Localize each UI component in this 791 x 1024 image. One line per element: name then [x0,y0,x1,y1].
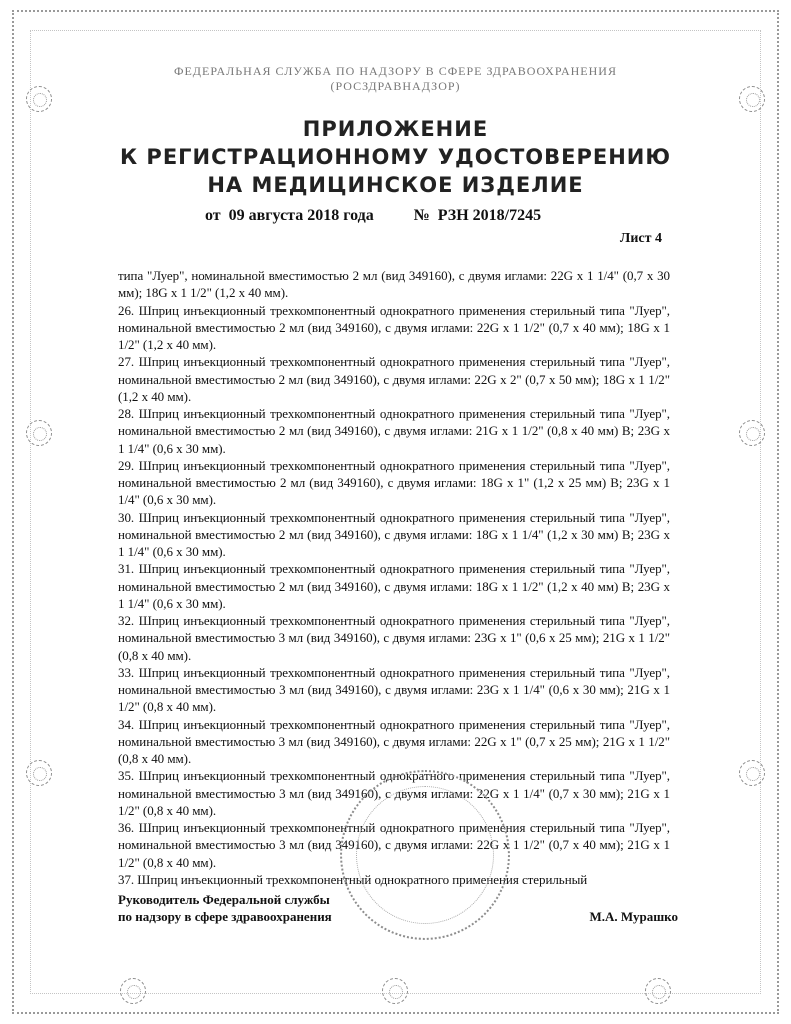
rosette-ornament [382,978,408,1004]
paragraph: 26. Шприц инъекционный трехкомпонентный однократного применения стерильный типа "Луер", номинальной вместимостью 2 мл (вид 349160), с двумя иглами: 22G x 1 1/2" (0,7 x 40 мм); 18G x 1 1/2" (1,2 x 40 мм). [118,302,670,352]
paragraph: 37. Шприц инъекционный трехкомпонентный однократного применения стерильный [118,871,588,887]
signatory-role: Руководитель Федеральной службы [118,892,330,907]
sheet-number: Лист 4 [619,231,662,246]
rosette-ornament [739,420,765,446]
registration-date: от 09 августа 2018 года [205,207,374,224]
rosette-ornament [26,760,52,786]
paragraph: 28. Шприц инъекционный трехкомпонентный однократного применения стерильный типа "Луер", номинальной вместимостью 2 мл (вид 349160), с двумя иглами: 21G x 1 1/2" (0,8 x 40 мм) B; 23G x 1 1/4" (0,6 x 30 мм). [118,406,670,456]
rosette-ornament [26,86,52,112]
signatory-line [118,909,678,925]
paragraph: 30. Шприц инъекционный трехкомпонентный однократного применения стерильный типа "Луер", номинальной вместимостью 2 мл (вид 349160), с двумя иглами: 18G x 1 1/4" (1,2 x 30 мм) B; 23G x 1 1/4" (0,6 x 30 мм). [118,509,670,559]
paragraph: 34. Шприц инъекционный трехкомпонентный однократного применения стерильный типа "Луер", номинальной вместимостью 3 мл (вид 349160), с двумя иглами: 22G x 1" (0,7 x 25 мм); 21G x 1 1/2" (0,8 x 40 мм). [118,716,670,766]
paragraph: 33. Шприц инъекционный трехкомпонентный однократного применения стерильный типа "Луер", номинальной вместимостью 3 мл (вид 349160), с двумя иглами: 23G x 1 1/4" (0,6 x 30 мм); 21G x 1 1/2" (0,8 x 40 мм). [118,664,670,715]
paragraph: 31. Шприц инъекционный трехкомпонентный однократного применения стерильный типа "Луер", номинальной вместимостью 2 мл (вид 349160), с двумя иглами: 18G x 1 1/2" (1,2 x 40 мм) B; 23G x 1 1/4" (0,6 x 30 мм). [118,561,670,611]
document-subtitle: К РЕГИСТРАЦИОННОМУ УДОСТОВЕРЕНИЮ [119,145,672,169]
rosette-ornament [120,978,146,1004]
rosette-ornament [739,760,765,786]
paragraph: 27. Шприц инъекционный трехкомпонентный однократного применения стерильный типа "Луер", номинальной вместимостью 2 мл (вид 349160), с двумя иглами: 22G x 2" (0,7 x 50 мм); 18G x 1 1/2" (1,2 x 40 мм). [118,354,670,404]
agency-name: ФЕДЕРАЛЬНАЯ СЛУЖБА ПО НАДЗОРУ В СФЕРЕ ЗДРАВООХРАНЕНИЯ [174,64,617,78]
paragraph: 32. Шприц инъекционный трехкомпонентный однократного применения стерильный типа "Луер", номинальной вместимостью 3 мл (вид 349160), с двумя иглами: 23G x 1" (0,6 x 25 мм); 21G x 1 1/2" (0,8 x 40 мм). [118,613,670,663]
paragraph: 35. Шприц инъекционный трехкомпонентный однократного применения стерильный типа "Луер", номинальной вместимостью 3 мл (вид 349160), с двумя иглами: 22G x 1 1/4" (0,7 x 30 мм); 21G x 1 1/2" (0,8 x 40 мм). [118,768,670,818]
paragraph: 29. Шприц инъекционный трехкомпонентный однократного применения стерильный типа "Луер", номинальной вместимостью 2 мл (вид 349160), с двумя иглами: 18G x 1" (1,2 x 25 мм) B; 23G x 1 1/4" (0,6 x 30 мм). [118,457,670,508]
paragraph: типа "Луер", номинальной вместимостью 2 мл (вид 349160), с двумя иглами: 22G x 1 1/4" (0,7 x 30 мм); 18G x 1 1/2" (1,2 x 40 мм). [118,268,670,301]
signatory-name: М.А. Мурашко [589,909,678,924]
registration-line [205,207,541,225]
agency-abbreviation: (РОСЗДРАВНАДЗОР) [330,79,461,93]
paragraph: 36. Шприц инъекционный трехкомпонентный однократного применения стерильный типа "Луер", номинальной вместимостью 3 мл (вид 349160), с двумя иглами: 22G x 1 1/2" (0,7 x 40 мм); 21G x 1 1/2" (0,8 x 40 мм). [118,820,670,870]
registration-number: № РЗН 2018/7245 [413,207,542,224]
document-title: ПРИЛОЖЕНИЕ [302,117,489,141]
rosette-ornament [739,86,765,112]
document-subtitle-2: НА МЕДИЦИНСКОЕ ИЗДЕЛИЕ [207,173,584,197]
rosette-ornament [645,978,671,1004]
rosette-ornament [26,420,52,446]
signatory-role-2: по надзору в сфере здравоохранения [118,909,332,924]
